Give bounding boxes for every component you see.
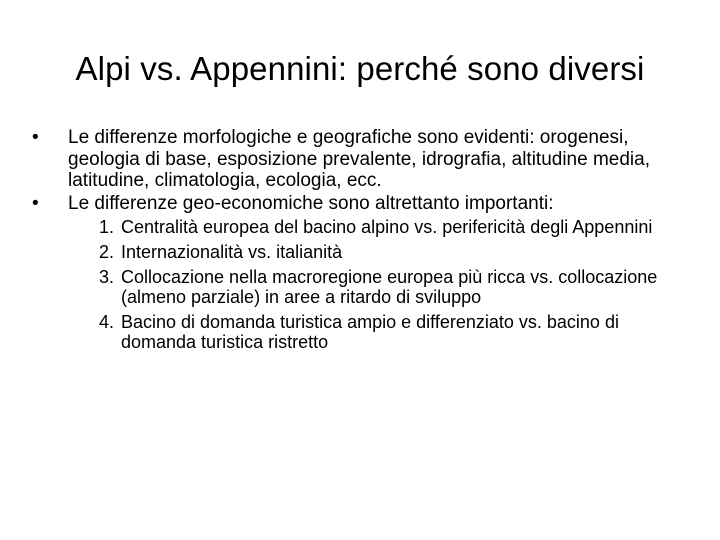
item-text: Collocazione nella macroregione europea più ricca vs. collocazione (almeno parziale) in aree a ritardo di sviluppo (121, 267, 658, 307)
item-number: 1. (98, 217, 114, 237)
numbered-item (32, 242, 682, 262)
slide-title: Alpi vs. Appennini: perché sono diversi (75, 50, 645, 87)
item-number: 2. (98, 242, 114, 262)
item-text: Centralità europea del bacino alpino vs. perifericità degli Appennini (121, 217, 653, 237)
bullet-item (32, 193, 682, 215)
numbered-item (32, 312, 682, 352)
bullet-text: Le differenze morfologiche e geografiche sono evidenti: orogenesi, geologia di base, esposizione prevalente, idrografia, altitudine media, latitudine, climatologia, ecologia, ecc. (68, 127, 650, 191)
slide-body (32, 127, 682, 357)
item-number: 4. (98, 312, 114, 332)
bullet-marker: • (32, 192, 39, 214)
numbered-item (32, 267, 682, 307)
bullet-marker: • (32, 127, 39, 148)
bullet-item (32, 127, 682, 192)
item-number: 3. (98, 267, 114, 287)
numbered-item (32, 217, 682, 237)
item-text: Bacino di domanda turistica ampio e differenziato vs. bacino di domanda turistica ristretto (121, 312, 619, 352)
item-text: Internazionalità vs. italianità (121, 242, 343, 262)
numbered-list (32, 217, 682, 352)
bullet-text: Le differenze geo-economiche sono altrettanto importanti: (68, 192, 554, 214)
